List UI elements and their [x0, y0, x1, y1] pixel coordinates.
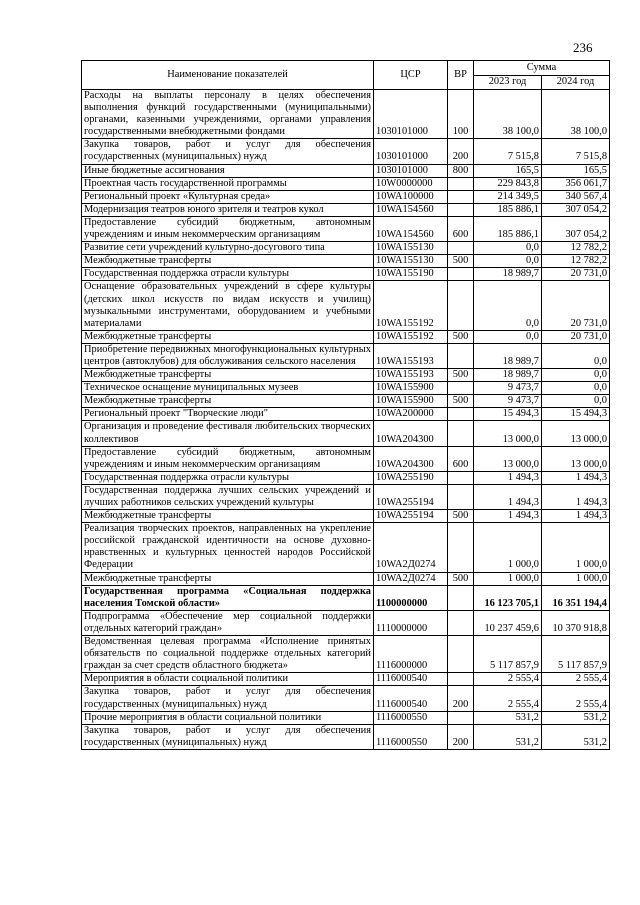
table-row: [82, 408, 610, 421]
row-2023-value: 165,5: [474, 164, 542, 177]
row-vr-cell: 200: [448, 139, 474, 164]
row-2024-value: 1 000,0: [542, 523, 610, 572]
row-vr-cell: 200: [448, 686, 474, 711]
row-name-cell: Оснащение образовательных учреждений в сфере культуры (детских школ искусств по видам искусств и училищ) музыкальными инструментами, оборудованием и учебными материалами: [82, 281, 374, 330]
row-2024-value: 340 567,4: [542, 190, 610, 203]
row-vr-cell: [448, 343, 474, 368]
row-vr-cell: [448, 281, 474, 330]
table-row: [82, 395, 610, 408]
row-2024-value: 7 515,8: [542, 139, 610, 164]
row-vr-cell: [448, 190, 474, 203]
row-csr-cell: 10WA154560: [374, 216, 448, 241]
row-csr-cell: 1116000550: [374, 711, 448, 724]
row-csr-cell: 10WA155190: [374, 268, 448, 281]
table-row: [82, 636, 610, 673]
table-body: [82, 90, 610, 750]
row-2024-value: 13 000,0: [542, 421, 610, 446]
row-csr-cell: 1100000000: [374, 585, 448, 610]
row-2024-value: 531,2: [542, 724, 610, 749]
row-2023-value: 18 989,7: [474, 268, 542, 281]
row-2023-value: 18 989,7: [474, 343, 542, 368]
row-2023-value: 1 494,3: [474, 471, 542, 484]
row-name-cell: Проектная часть государственной программы: [82, 177, 374, 190]
row-vr-cell: [448, 636, 474, 673]
row-csr-cell: 10WA255194: [374, 484, 448, 509]
table-row: [82, 686, 610, 711]
row-csr-cell: 1116000540: [374, 673, 448, 686]
table-row: [82, 711, 610, 724]
row-name-cell: Государственная программа «Социальная поддержка населения Томской области»: [82, 585, 374, 610]
row-csr-cell: 10WA2Д0274: [374, 572, 448, 585]
row-name-cell: Закупка товаров, работ и услуг для обеспечения государственных (муниципальных) нужд: [82, 724, 374, 749]
row-2023-value: 5 117 857,9: [474, 636, 542, 673]
header-csr: ЦСР: [374, 61, 448, 90]
table-row: [82, 471, 610, 484]
row-2024-value: 20 731,0: [542, 330, 610, 343]
row-2023-value: 1 494,3: [474, 510, 542, 523]
row-2024-value: 38 100,0: [542, 90, 610, 139]
row-csr-cell: 1030101000: [374, 90, 448, 139]
row-csr-cell: 10WA155900: [374, 395, 448, 408]
row-name-cell: Ведомственная целевая программа «Исполнение принятых обязательств по социальной поддержке отдельных категорий граждан за счет средств областного бюджета»: [82, 636, 374, 673]
row-2023-value: 7 515,8: [474, 139, 542, 164]
row-csr-cell: 10WA204300: [374, 446, 448, 471]
table-row: [82, 255, 610, 268]
row-vr-cell: 200: [448, 724, 474, 749]
table-row: [82, 90, 610, 139]
table-row: [82, 242, 610, 255]
row-name-cell: Межбюджетные трансферты: [82, 255, 374, 268]
row-name-cell: Межбюджетные трансферты: [82, 572, 374, 585]
row-2023-value: 1 000,0: [474, 523, 542, 572]
header-sum: Сумма: [474, 61, 610, 76]
header-vr: ВР: [448, 61, 474, 90]
row-2024-value: 0,0: [542, 382, 610, 395]
row-2024-value: 0,0: [542, 343, 610, 368]
row-vr-cell: [448, 203, 474, 216]
table-row: [82, 190, 610, 203]
row-csr-cell: 10WA255190: [374, 471, 448, 484]
row-2023-value: 9 473,7: [474, 382, 542, 395]
row-name-cell: Иные бюджетные ассигнования: [82, 164, 374, 177]
row-2023-value: 0,0: [474, 330, 542, 343]
table-row: [82, 382, 610, 395]
row-2023-value: 10 237 459,6: [474, 610, 542, 635]
row-2023-value: 2 555,4: [474, 686, 542, 711]
row-name-cell: Предоставление субсидий бюджетным, автономным учреждениям и иным некоммерческим организациям: [82, 216, 374, 241]
row-vr-cell: [448, 484, 474, 509]
row-2023-value: 1 000,0: [474, 572, 542, 585]
row-2024-value: 12 782,2: [542, 255, 610, 268]
row-2023-value: 15 494,3: [474, 408, 542, 421]
table-row: [82, 216, 610, 241]
row-2024-value: 10 370 918,8: [542, 610, 610, 635]
row-name-cell: Закупка товаров, работ и услуг для обеспечения государственных (муниципальных) нужд: [82, 139, 374, 164]
row-vr-cell: [448, 382, 474, 395]
table-row: [82, 724, 610, 749]
row-name-cell: Приобретение передвижных многофункциональных культурных центров (автоклубов) для обслуживания сельского населения: [82, 343, 374, 368]
row-2024-value: 2 555,4: [542, 686, 610, 711]
row-csr-cell: 10WA154560: [374, 203, 448, 216]
table-row: [82, 673, 610, 686]
row-2023-value: 229 843,8: [474, 177, 542, 190]
row-vr-cell: 500: [448, 369, 474, 382]
table-row: [82, 139, 610, 164]
row-vr-cell: 800: [448, 164, 474, 177]
row-vr-cell: [448, 177, 474, 190]
row-csr-cell: 1116000550: [374, 724, 448, 749]
row-name-cell: Государственная поддержка отрасли культуры: [82, 471, 374, 484]
row-2023-value: 38 100,0: [474, 90, 542, 139]
row-vr-cell: [448, 711, 474, 724]
header-name: Наименование показателей: [82, 61, 374, 90]
row-2024-value: 0,0: [542, 369, 610, 382]
row-2024-value: 15 494,3: [542, 408, 610, 421]
row-name-cell: Межбюджетные трансферты: [82, 510, 374, 523]
row-name-cell: Реализация творческих проектов, направленных на укрепление российской гражданской идентичности на основе духовно-нравственных и культурных ценностей народов Российской Федерации: [82, 523, 374, 572]
table-row: [82, 330, 610, 343]
row-vr-cell: [448, 242, 474, 255]
budget-table: [81, 60, 610, 750]
row-vr-cell: 500: [448, 255, 474, 268]
row-2023-value: 185 886,1: [474, 203, 542, 216]
row-name-cell: Региональный проект "Творческие люди": [82, 408, 374, 421]
row-csr-cell: 10WA155900: [374, 382, 448, 395]
row-vr-cell: 500: [448, 330, 474, 343]
row-vr-cell: [448, 471, 474, 484]
row-2024-value: 356 061,7: [542, 177, 610, 190]
table-row: [82, 268, 610, 281]
row-2024-value: 20 731,0: [542, 281, 610, 330]
row-csr-cell: 10WA200000: [374, 408, 448, 421]
row-2024-value: 307 054,2: [542, 203, 610, 216]
row-2023-value: 214 349,5: [474, 190, 542, 203]
row-2023-value: 18 989,7: [474, 369, 542, 382]
table-row: [82, 421, 610, 446]
row-csr-cell: 10WA155193: [374, 369, 448, 382]
row-2023-value: 2 555,4: [474, 673, 542, 686]
row-name-cell: Подпрограмма «Обеспечение мер социальной поддержки отдельных категорий граждан»: [82, 610, 374, 635]
row-2024-value: 20 731,0: [542, 268, 610, 281]
row-vr-cell: 600: [448, 446, 474, 471]
table-row: [82, 369, 610, 382]
row-csr-cell: 10WA155193: [374, 343, 448, 368]
table-row: [82, 484, 610, 509]
row-csr-cell: 10WA100000: [374, 190, 448, 203]
row-name-cell: Региональный проект «Культурная среда»: [82, 190, 374, 203]
row-csr-cell: 10WA155192: [374, 281, 448, 330]
header-year-2023: 2023 год: [474, 75, 542, 90]
row-vr-cell: 500: [448, 395, 474, 408]
row-2024-value: 531,2: [542, 711, 610, 724]
row-name-cell: Государственная поддержка лучших сельских учреждений и лучших работников сельских учреждений культуры: [82, 484, 374, 509]
row-name-cell: Государственная поддержка отрасли культуры: [82, 268, 374, 281]
table-row: [82, 343, 610, 368]
row-csr-cell: 10WA155192: [374, 330, 448, 343]
row-2024-value: 1 494,3: [542, 510, 610, 523]
table-row: [82, 203, 610, 216]
row-name-cell: Предоставление субсидий бюджетным, автономным учреждениям и иным некоммерческим организациям: [82, 446, 374, 471]
row-csr-cell: 1030101000: [374, 164, 448, 177]
row-name-cell: Модернизация театров юного зрителя и театров кукол: [82, 203, 374, 216]
header-year-2024: 2024 год: [542, 75, 610, 90]
row-name-cell: Межбюджетные трансферты: [82, 369, 374, 382]
row-name-cell: Расходы на выплаты персоналу в целях обеспечения выполнения функций государственными (муниципальными) органами, казенными учреждениями, органами управления государственными внебюджетными фондами: [82, 90, 374, 139]
row-name-cell: Техническое оснащение муниципальных музеев: [82, 382, 374, 395]
row-2024-value: 307 054,2: [542, 216, 610, 241]
row-2024-value: 1 000,0: [542, 572, 610, 585]
row-csr-cell: 1116000000: [374, 636, 448, 673]
row-2023-value: 1 494,3: [474, 484, 542, 509]
row-2024-value: 0,0: [542, 395, 610, 408]
row-2024-value: 165,5: [542, 164, 610, 177]
row-vr-cell: 500: [448, 510, 474, 523]
row-2024-value: 16 351 194,4: [542, 585, 610, 610]
row-2023-value: 13 000,0: [474, 421, 542, 446]
row-2023-value: 16 123 705,1: [474, 585, 542, 610]
row-2024-value: 1 494,3: [542, 471, 610, 484]
row-csr-cell: 10WA2Д0274: [374, 523, 448, 572]
row-csr-cell: 10WA255194: [374, 510, 448, 523]
row-csr-cell: 10WA155130: [374, 255, 448, 268]
row-csr-cell: 10W0000000: [374, 177, 448, 190]
row-name-cell: Развитие сети учреждений культурно-досугового типа: [82, 242, 374, 255]
row-name-cell: Мероприятия в области социальной политики: [82, 673, 374, 686]
table-row: [82, 446, 610, 471]
row-name-cell: Закупка товаров, работ и услуг для обеспечения государственных (муниципальных) нужд: [82, 686, 374, 711]
table-row: [82, 177, 610, 190]
row-vr-cell: [448, 585, 474, 610]
row-2023-value: 0,0: [474, 255, 542, 268]
row-vr-cell: [448, 673, 474, 686]
row-2023-value: 185 886,1: [474, 216, 542, 241]
row-vr-cell: 600: [448, 216, 474, 241]
row-vr-cell: [448, 408, 474, 421]
row-2024-value: 12 782,2: [542, 242, 610, 255]
row-csr-cell: 1116000540: [374, 686, 448, 711]
table-row: [82, 585, 610, 610]
row-vr-cell: [448, 268, 474, 281]
row-name-cell: Межбюджетные трансферты: [82, 330, 374, 343]
row-vr-cell: 100: [448, 90, 474, 139]
table-row: [82, 281, 610, 330]
table-row: [82, 510, 610, 523]
row-2024-value: 2 555,4: [542, 673, 610, 686]
row-2024-value: 1 494,3: [542, 484, 610, 509]
row-csr-cell: 10WA155130: [374, 242, 448, 255]
row-2024-value: 5 117 857,9: [542, 636, 610, 673]
row-2023-value: 9 473,7: [474, 395, 542, 408]
row-csr-cell: 1030101000: [374, 139, 448, 164]
row-name-cell: Прочие мероприятия в области социальной политики: [82, 711, 374, 724]
row-csr-cell: 1110000000: [374, 610, 448, 635]
row-2023-value: 0,0: [474, 281, 542, 330]
page-number: 236: [573, 40, 593, 55]
row-vr-cell: [448, 610, 474, 635]
table-row: [82, 164, 610, 177]
row-vr-cell: [448, 421, 474, 446]
row-2024-value: 13 000,0: [542, 446, 610, 471]
row-2023-value: 531,2: [474, 711, 542, 724]
table-row: [82, 572, 610, 585]
row-2023-value: 0,0: [474, 242, 542, 255]
row-2023-value: 531,2: [474, 724, 542, 749]
row-vr-cell: [448, 523, 474, 572]
row-csr-cell: 10WA204300: [374, 421, 448, 446]
row-2023-value: 13 000,0: [474, 446, 542, 471]
row-name-cell: Межбюджетные трансферты: [82, 395, 374, 408]
row-name-cell: Организация и проведение фестиваля любительских творческих коллективов: [82, 421, 374, 446]
table-row: [82, 523, 610, 572]
table-row: [82, 610, 610, 635]
row-vr-cell: 500: [448, 572, 474, 585]
